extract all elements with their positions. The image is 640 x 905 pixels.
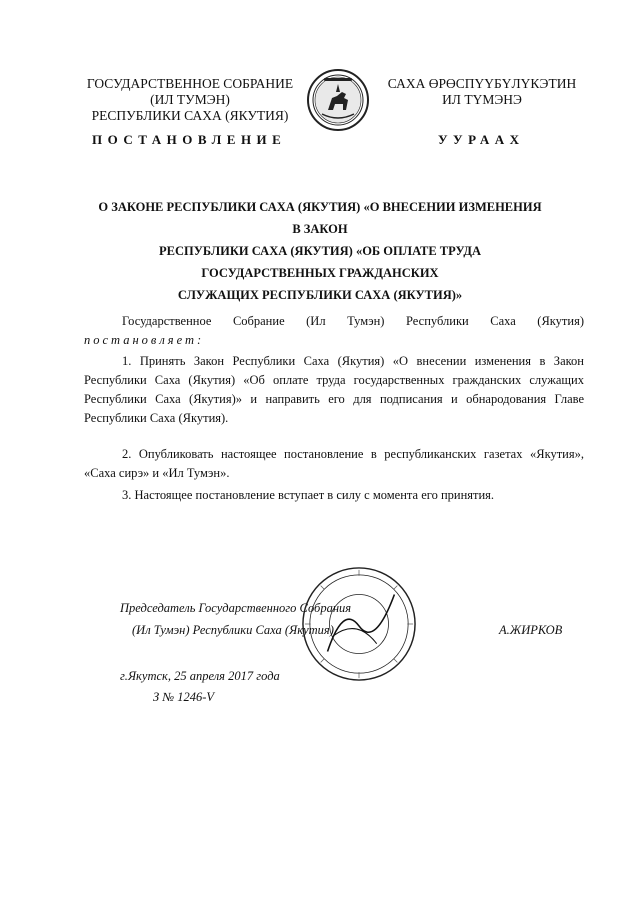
- document-number: З № 1246-V: [153, 690, 215, 704]
- header-left: [80, 76, 300, 124]
- header-left-line-2: (ИЛ ТУМЭН): [150, 92, 230, 107]
- header-right-line-1: САХА ӨРӨСПҮҮБҮЛҮКЭТИН: [387, 76, 577, 91]
- document-kind-yakut: УУРААХ: [438, 132, 525, 147]
- item-1: 1. Принять Закон Республики Саха (Якутия) «О внесении изменения в Закон Республики Саха (Якутия) «Об оплате труда государственных гражданских служащих Республики Саха (Якутия)» и направить его для подписания и обнародования Главе Республики Саха (Якутия).: [84, 354, 584, 425]
- place-and-date: г.Якутск, 25 апреля 2017 года: [120, 669, 280, 683]
- coat-of-arms-emblem: [306, 68, 370, 132]
- header-left-line-1: ГОСУДАРСТВЕННОЕ СОБРАНИЕ: [86, 76, 294, 91]
- title-line-2: РЕСПУБЛИКИ САХА (ЯКУТИЯ) «ОБ ОПЛАТЕ ТРУДА ГОСУДАРСТВЕННЫХ ГРАЖДАНСКИХ: [158, 244, 481, 280]
- document-kind-russian: ПОСТАНОВЛЕНИЕ: [92, 132, 287, 147]
- decree-word: постановляет:: [84, 333, 205, 347]
- item-2: 2. Опубликовать настоящее постановление в республиканских газетах «Якутия», «Саха сирэ» и «Ил Тумэн».: [84, 447, 584, 480]
- header-left-line-3: РЕСПУБЛИКИ САХА (ЯКУТИЯ): [91, 108, 289, 123]
- title-line-3: СЛУЖАЩИХ РЕСПУБЛИКИ САХА (ЯКУТИЯ)»: [177, 288, 463, 302]
- preamble-text: Государственное Собрание (Ил Тумэн) Республики Саха (Якутия): [122, 314, 584, 328]
- signatory-position-line-2: (Ил Тумэн) Республики Саха (Якутия): [132, 623, 334, 637]
- signatory-position-line-1: Председатель Государственного Собрания: [120, 601, 352, 615]
- header-right: [372, 76, 592, 108]
- title-line-1: О ЗАКОНЕ РЕСПУБЛИКИ САХА (ЯКУТИЯ) «О ВНЕСЕНИИ ИЗМЕНЕНИЯ В ЗАКОН: [98, 200, 542, 236]
- header-right-line-2: ИЛ ТҮМЭНЭ: [442, 92, 522, 107]
- item-3: 3. Настоящее постановление вступает в силу с момента его принятия.: [122, 488, 495, 502]
- signatory-name: А.ЖИРКОВ: [499, 623, 563, 637]
- document-title: [95, 196, 545, 306]
